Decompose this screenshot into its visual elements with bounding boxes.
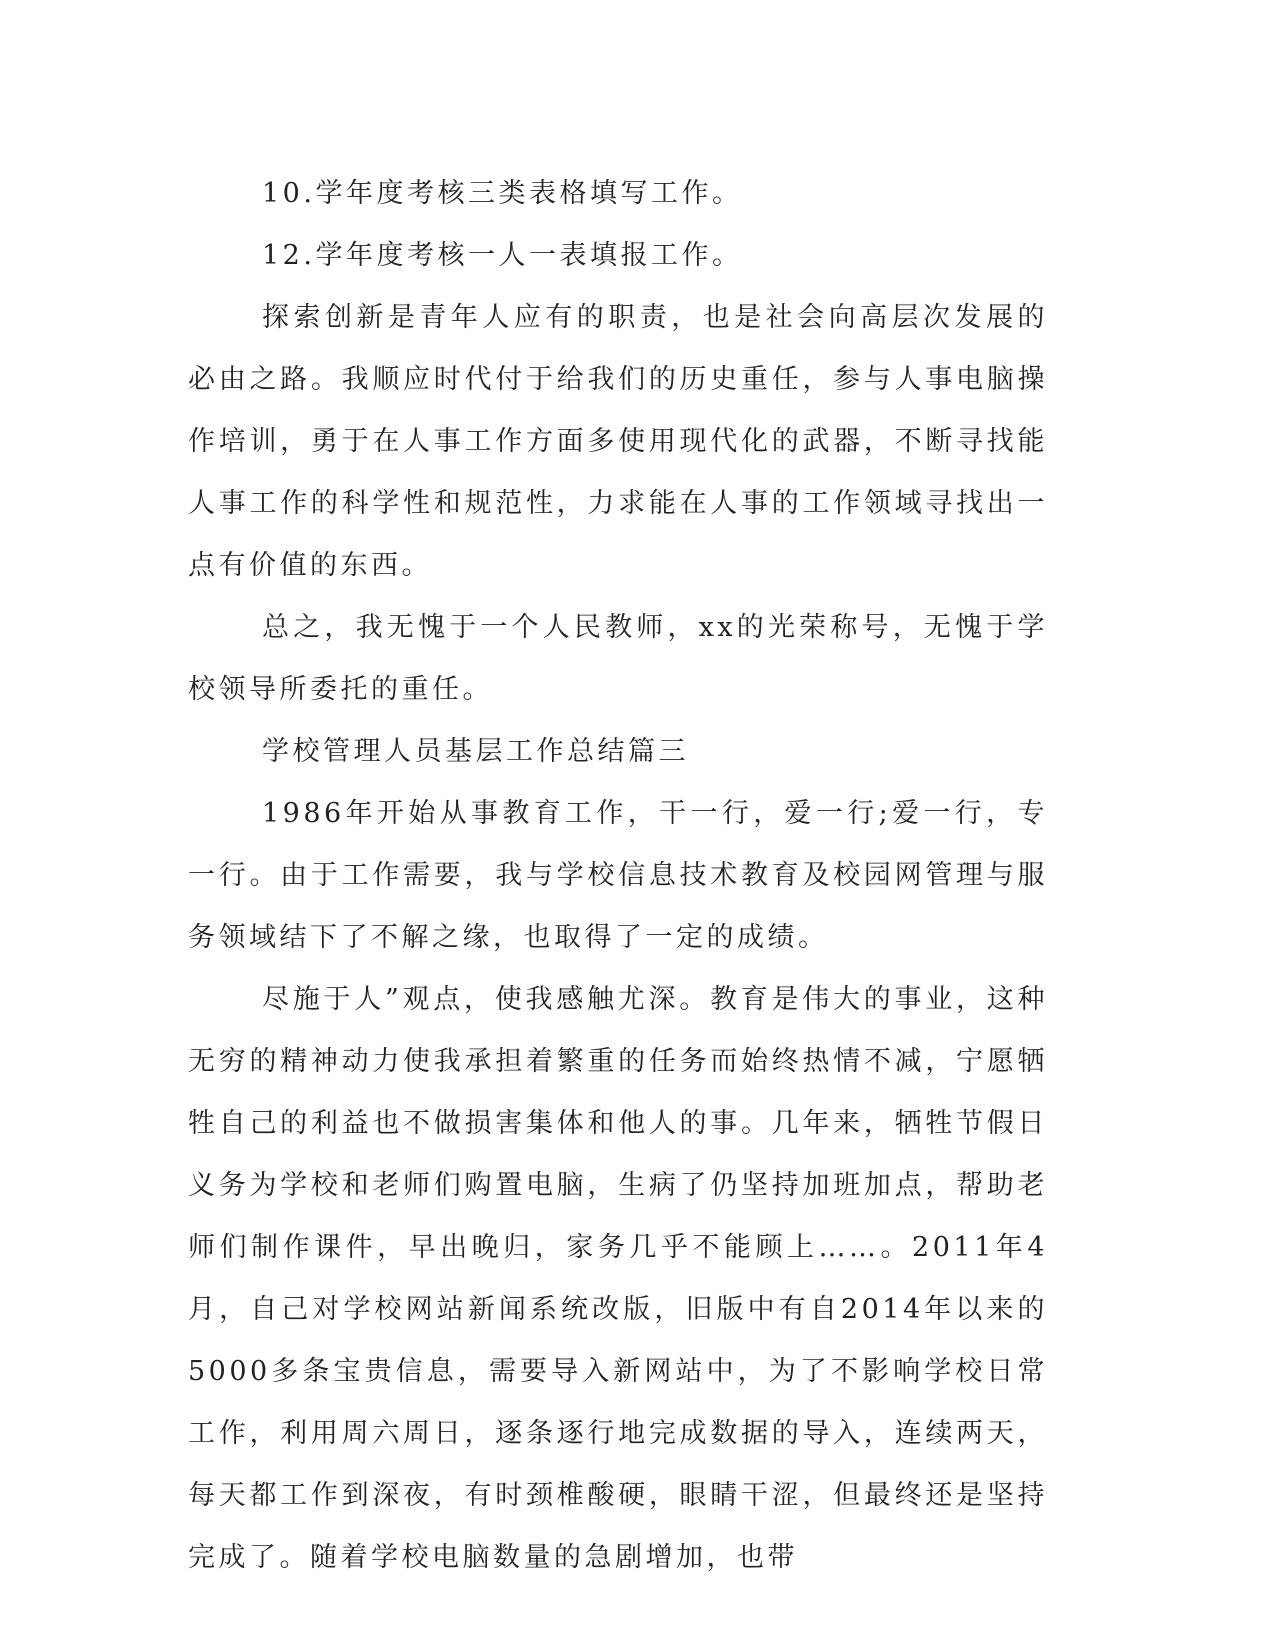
section-heading: 学校管理人员基层工作总结篇三 xyxy=(262,736,689,767)
paragraph-career: 1986年开始从事教育工作，干一行，爱一行;爱一行，专一行。由于工作需要，我与学校信息技术教育及校园网管理与服务领域结下了不解之缘，也取得了一定的成绩。 xyxy=(188,798,1048,953)
paragraph-conclusion: 总之，我无愧于一个人民教师，xx的光荣称号，无愧于学校领导所委托的重任。 xyxy=(188,612,1048,705)
document-body xyxy=(188,163,1048,1589)
paragraph-innovation: 探索创新是青年人应有的职责，也是社会向高层次发展的必由之路。我顺应时代付于给我们的历史重任，参与人事电脑操作培训，勇于在人事工作方面多使用现代化的武器，不断寻找能人事工作的科学性和规范性，力求能在人事的工作领域寻找出一点有价值的东西。 xyxy=(188,302,1048,581)
paragraph-item-2: 12.学年度考核一人一表填报工作。 xyxy=(262,240,743,271)
paragraph-item-1: 10.学年度考核三类表格填写工作。 xyxy=(262,178,743,209)
paragraph-dedication: 尽施于人”观点，使我感触尤深。教育是伟大的事业，这种无穷的精神动力使我承担着繁重的任务而始终热情不减，宁愿牺牲自己的利益也不做损害集体和他人的事。几年来，牺牲节假日义务为学校和老师们购置电脑，生病了仍坚持加班加点，帮助老师们制作课件，早出晚归，家务几乎不能顾上……。2011年4月，自己对学校网站新闻系统改版，旧版中有自2014年以来的5000多条宝贵信息，需要导入新网站中，为了不影响学校日常工作，利用周六周日，逐条逐行地完成数据的导入，连续两天，每天都工作到深夜，有时颈椎酸硬，眼睛干涩，但最终还是坚持完成了。随着学校电脑数量的急剧增加，也带 xyxy=(188,984,1048,1573)
